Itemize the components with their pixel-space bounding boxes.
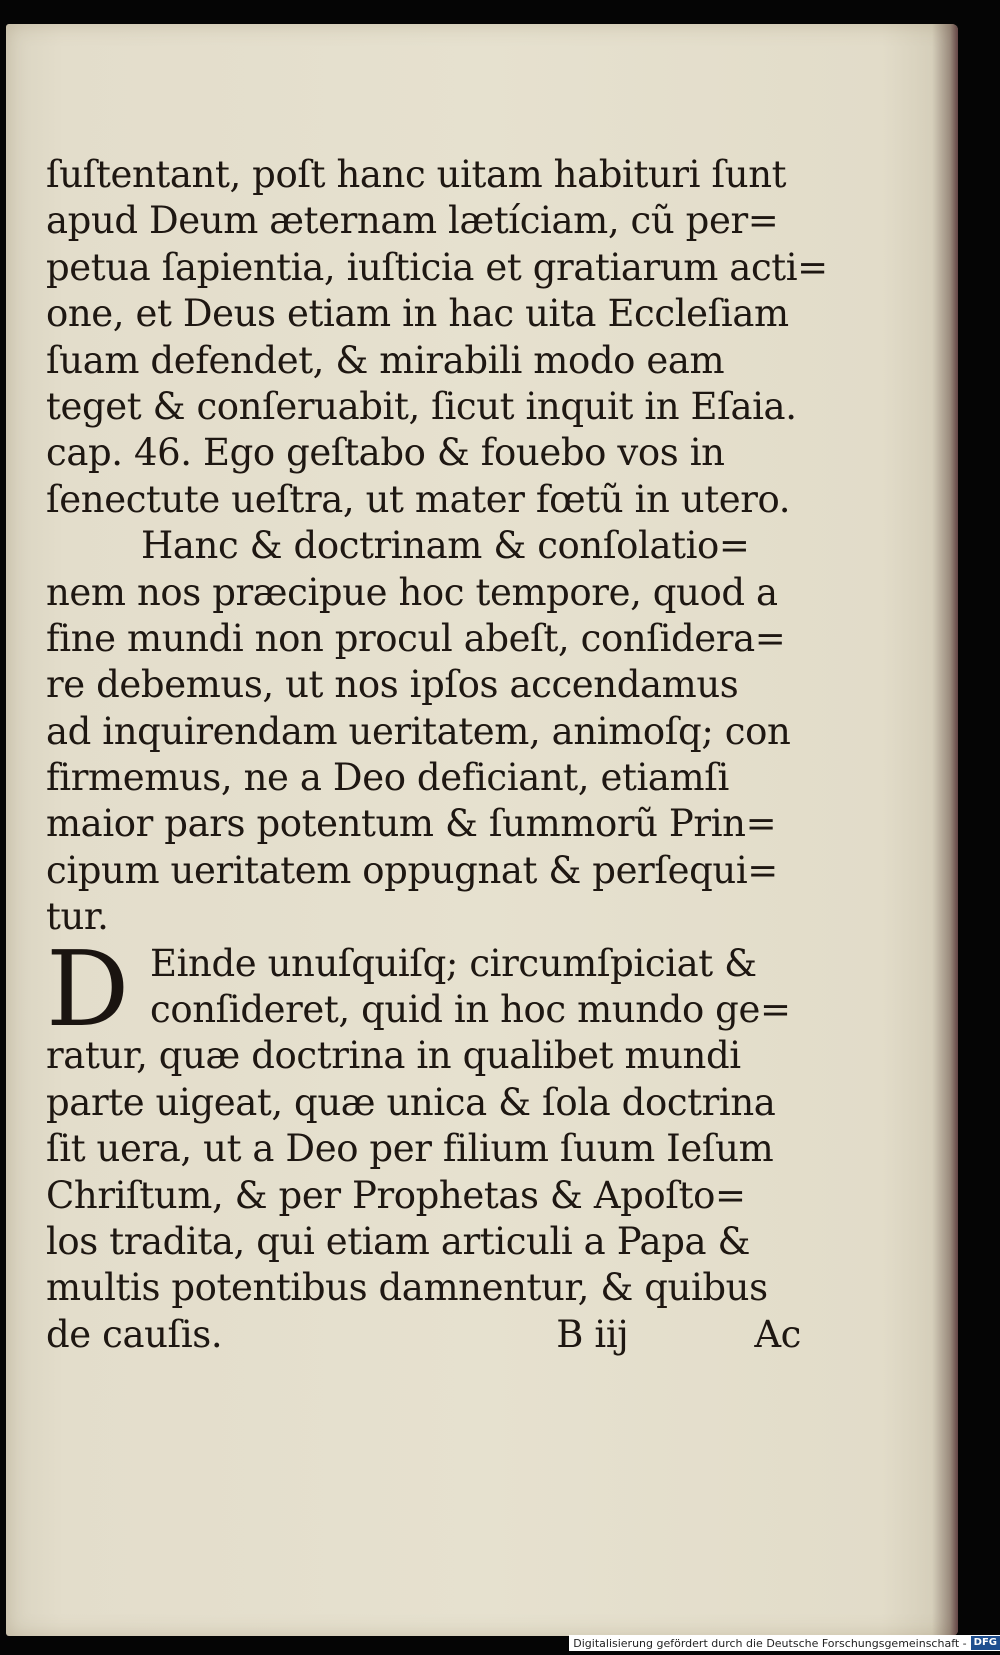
book-page (6, 24, 958, 1636)
text-line: ratur, quæ doctrina in qualibet mundi (46, 1034, 741, 1078)
signature-mark: B iij (556, 1312, 629, 1356)
text-line: nem nos præcipue hoc tempore, quod a (46, 570, 778, 614)
text-line: ſit uera, ut a Deo per filium ſuum Ieſum (46, 1127, 774, 1171)
text-line: conſideret, quid in hoc mundo ge= (150, 988, 791, 1032)
page-footer-line (46, 1312, 801, 1358)
closing-words: de cauſis. (46, 1312, 223, 1356)
text-line: petua ſapientia, iuſticia et gratiarum acti= (46, 245, 828, 289)
text-line: fine mundi non procul abeſt, conſidera= (46, 616, 786, 660)
text-line: tur. (46, 895, 109, 939)
catchword: Ac (754, 1312, 801, 1356)
text-line: los tradita, qui etiam articuli a Papa & (46, 1219, 751, 1263)
text-line: ad inquirendam ueritatem, animoſq; con (46, 709, 791, 753)
text-line: cap. 46. Ego geſtabo & fouebo vos in (46, 431, 725, 475)
text-line: Chriſtum, & per Prophetas & Apoſto= (46, 1173, 746, 1217)
text-line: Einde unuſquiſq; circumſpiciat & (150, 941, 757, 985)
credit-text: Digitalisierung gefördert durch die Deutsche Forschungsgemeinschaft - (573, 1636, 967, 1650)
dfg-logo: DFG (971, 1636, 1000, 1650)
text-line: cipum ueritatem oppugnat & perſequi= (46, 848, 778, 892)
digitization-credit (569, 1635, 1000, 1651)
text-line: maior pars potentum & ſummorũ Prin= (46, 802, 777, 846)
paragraph-start-line: Hanc & doctrinam & conſolatio= (141, 524, 750, 568)
body-text (46, 152, 828, 1358)
page-edge-shadow (932, 24, 958, 1636)
text-line: teget & conſeruabit, ſicut inquit in Eſaia. (46, 384, 797, 428)
text-line: parte uigeat, quæ unica & ſola doctrina (46, 1080, 776, 1124)
text-line: ſuſtentant, poſt hanc uitam habituri ſunt (46, 153, 787, 196)
text-line: apud Deum æternam lætíciam, cũ per= (46, 199, 779, 243)
text-line: firmemus, ne a Deo deficiant, etiamſi (46, 756, 729, 800)
text-line: re debemus, ut nos ipſos accendamus (46, 663, 739, 707)
drop-cap-initial: D (46, 927, 129, 1050)
text-line: ſuam defendet, & mirabili modo eam (46, 338, 725, 382)
text-line: multis potentibus damnentur, & quibus (46, 1266, 768, 1310)
text-line: ſenectute ueſtra, ut mater fœtũ in utero. (46, 477, 791, 521)
text-line: one, et Deus etiam in hac uita Eccleſiam (46, 292, 789, 336)
drop-cap-paragraph (46, 927, 806, 1050)
